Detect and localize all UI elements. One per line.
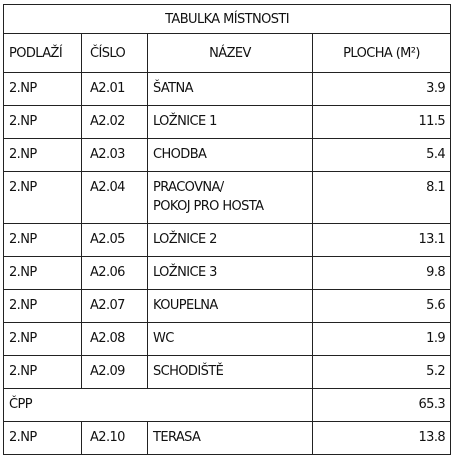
summary-row xyxy=(4,389,451,422)
cell-number: A2.10 xyxy=(82,422,148,455)
cell-name: CHODBA xyxy=(148,139,313,172)
summary-label: ČPP xyxy=(4,389,313,422)
header-name: NÁZEV xyxy=(148,34,313,73)
cell-floor: 2.NP xyxy=(4,257,82,290)
cell-area: 5.6 xyxy=(313,290,451,323)
cell-area: 9.8 xyxy=(313,257,451,290)
cell-name: TERASA xyxy=(148,422,313,455)
cell-number: A2.09 xyxy=(82,356,148,389)
header-number: ČÍSLO xyxy=(82,34,148,73)
cell-floor: 2.NP xyxy=(4,290,82,323)
table-row xyxy=(4,422,451,455)
cell-number: A2.03 xyxy=(82,139,148,172)
cell-name: ŠATNA xyxy=(148,73,313,106)
cell-area: 11.5 xyxy=(313,106,451,139)
table-title: TABULKA MÍSTNOSTI xyxy=(4,5,451,34)
cell-number: A2.02 xyxy=(82,106,148,139)
cell-area: 13.1 xyxy=(313,224,451,257)
cell-floor: 2.NP xyxy=(4,356,82,389)
cell-area: 5.2 xyxy=(313,356,451,389)
cell-number: A2.05 xyxy=(82,224,148,257)
cell-floor: 2.NP xyxy=(4,73,82,106)
table-row xyxy=(4,73,451,106)
table-row xyxy=(4,257,451,290)
cell-area: 5.4 xyxy=(313,139,451,172)
cell-area: 3.9 xyxy=(313,73,451,106)
cell-number: A2.07 xyxy=(82,290,148,323)
cell-floor: 2.NP xyxy=(4,422,82,455)
cell-floor: 2.NP xyxy=(4,106,82,139)
cell-number: A2.08 xyxy=(82,323,148,356)
cell-number: A2.06 xyxy=(82,257,148,290)
header-row xyxy=(4,34,451,73)
cell-name-line: PRACOVNA/ xyxy=(153,180,224,195)
cell-number: A2.01 xyxy=(82,73,148,106)
cell-name: LOŽNICE 3 xyxy=(148,257,313,290)
table-row xyxy=(4,323,451,356)
cell-name: WC xyxy=(148,323,313,356)
cell-number: A2.04 xyxy=(82,172,148,224)
table-row xyxy=(4,172,451,224)
cell-name xyxy=(148,172,313,224)
table-row xyxy=(4,106,451,139)
cell-area: 13.8 xyxy=(313,422,451,455)
room-table xyxy=(3,4,451,455)
cell-name: LOŽNICE 1 xyxy=(148,106,313,139)
cell-area: 8.1 xyxy=(313,172,451,224)
cell-name-line: POKOJ PRO HOSTA xyxy=(153,199,264,214)
cell-name: KOUPELNA xyxy=(148,290,313,323)
table-row xyxy=(4,139,451,172)
cell-floor: 2.NP xyxy=(4,139,82,172)
header-floor: PODLAŽÍ xyxy=(4,34,82,73)
cell-area: 1.9 xyxy=(313,323,451,356)
summary-area: 65.3 xyxy=(313,389,451,422)
cell-floor: 2.NP xyxy=(4,224,82,257)
cell-floor: 2.NP xyxy=(4,172,82,224)
table-row xyxy=(4,224,451,257)
cell-floor: 2.NP xyxy=(4,323,82,356)
table-row xyxy=(4,356,451,389)
cell-name: SCHODIŠTĚ xyxy=(148,356,313,389)
header-area: PLOCHA (M²) xyxy=(313,34,451,73)
table-row xyxy=(4,290,451,323)
title-row xyxy=(4,5,451,34)
cell-name: LOŽNICE 2 xyxy=(148,224,313,257)
